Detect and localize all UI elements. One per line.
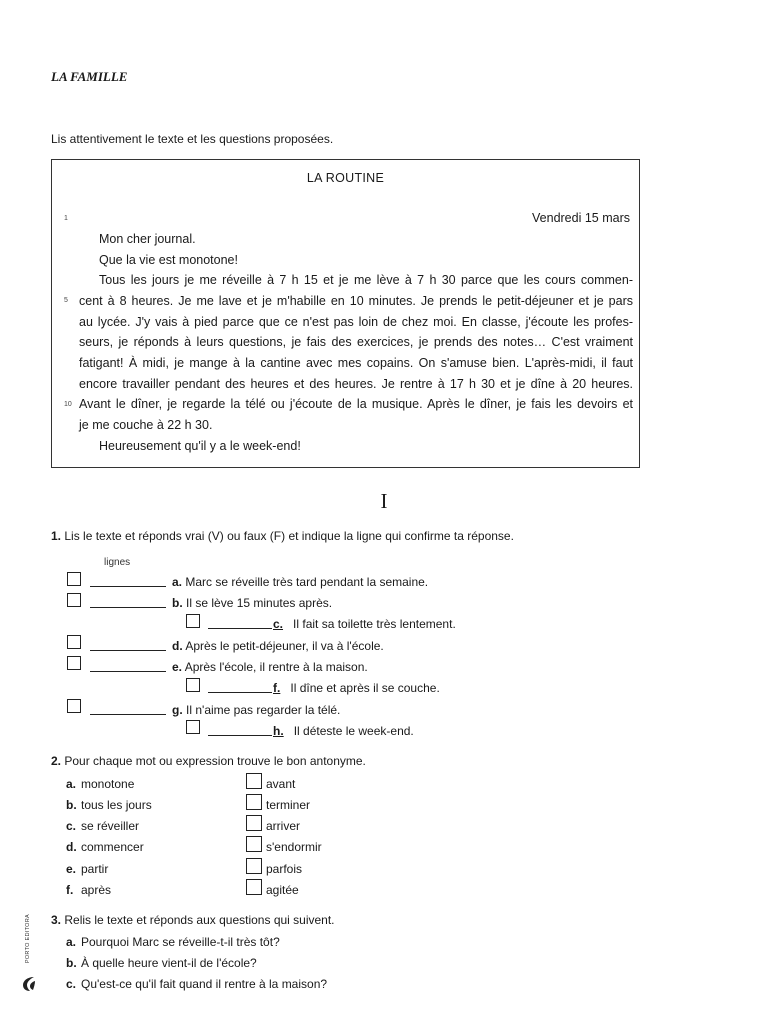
antonym-option: s'endormir bbox=[266, 840, 322, 854]
text-line: Avant le dîner, je regarde la télé ou j'écoute de la musique. Après le dîner, je fais les devoirs et bbox=[79, 397, 633, 411]
antonym-word bbox=[66, 840, 144, 854]
item-text: Il déteste le week-end. bbox=[293, 724, 414, 738]
antonym-checkbox[interactable] bbox=[246, 858, 262, 874]
item-letter: e. bbox=[66, 862, 77, 876]
true-false-checkbox[interactable] bbox=[67, 635, 81, 649]
line-answer-blank[interactable] bbox=[208, 692, 272, 693]
true-false-checkbox[interactable] bbox=[186, 678, 200, 692]
q1-item bbox=[172, 575, 428, 589]
antonym-word bbox=[66, 777, 134, 791]
question-text: Pour chaque mot ou expression trouve le bon antonyme. bbox=[64, 754, 366, 768]
word-text: partir bbox=[81, 862, 109, 876]
publisher-logo-icon bbox=[22, 976, 36, 992]
question-1-prompt bbox=[51, 529, 514, 543]
item-text: Il fait sa toilette très lentement. bbox=[293, 617, 456, 631]
section-number: I bbox=[380, 489, 388, 513]
antonym-option: arriver bbox=[266, 819, 301, 833]
question-3-prompt bbox=[51, 913, 335, 927]
text-line: Tous les jours je me réveille à 7 h 15 et je me lève à 7 h 30 parce que les cours commen- bbox=[99, 273, 633, 287]
page-title: LA FAMILLE bbox=[51, 69, 128, 84]
text-line: fatigant! À midi, je mange à la cantine avec mes copains. On s'amuse bien. L'après-midi, il faut bbox=[79, 356, 633, 370]
antonym-checkbox[interactable] bbox=[246, 794, 262, 810]
q1-item bbox=[172, 660, 368, 674]
word-text: tous les jours bbox=[81, 798, 152, 812]
antonym-checkbox[interactable] bbox=[246, 815, 262, 831]
antonym-word bbox=[66, 883, 111, 897]
line-answer-blank[interactable] bbox=[208, 735, 272, 736]
true-false-checkbox[interactable] bbox=[186, 614, 200, 628]
item-letter: c. bbox=[66, 819, 77, 833]
item-text: Qu'est-ce qu'il fait quand il rentre à la maison? bbox=[81, 977, 328, 991]
antonym-checkbox[interactable] bbox=[246, 836, 262, 852]
line-answer-blank[interactable] bbox=[90, 671, 166, 672]
item-letter: c. bbox=[273, 617, 284, 631]
item-letter: f. bbox=[66, 883, 74, 897]
line-answer-blank[interactable] bbox=[90, 586, 166, 587]
item-letter: a. bbox=[172, 575, 183, 589]
item-text: Marc se réveille très tard pendant la semaine. bbox=[185, 575, 429, 589]
question-2-prompt bbox=[51, 754, 366, 768]
true-false-checkbox[interactable] bbox=[67, 593, 81, 607]
q1-item bbox=[172, 639, 384, 653]
text-line: encore travailler pendant des heures et des heures. Je rentre à 17 h 30 et je dîne à 20 heures. bbox=[79, 377, 633, 391]
item-letter: d. bbox=[66, 840, 77, 854]
word-text: se réveiller bbox=[81, 819, 140, 833]
question-number: 3. bbox=[51, 913, 62, 927]
q1-item bbox=[172, 703, 340, 717]
item-text: Après le petit-déjeuner, il va à l'école. bbox=[185, 639, 384, 653]
antonym-option: parfois bbox=[266, 862, 303, 876]
line-number: 5 bbox=[64, 297, 68, 304]
question-text: Relis le texte et réponds aux questions qui suivent. bbox=[64, 913, 335, 927]
item-letter: e. bbox=[172, 660, 183, 674]
true-false-checkbox[interactable] bbox=[67, 656, 81, 670]
item-letter: c. bbox=[66, 977, 77, 991]
publisher-name: PORTO EDITORA bbox=[25, 914, 31, 964]
word-text: monotone bbox=[81, 777, 135, 791]
reading-text-box bbox=[51, 159, 640, 468]
question-text: Lis le texte et réponds vrai (V) ou faux (F) et indique la ligne qui confirme ta réponse. bbox=[64, 529, 514, 543]
line-number: 10 bbox=[64, 401, 72, 408]
q1-item bbox=[273, 724, 414, 738]
item-letter: b. bbox=[66, 798, 77, 812]
line-number: 1 bbox=[64, 215, 68, 222]
q3-item bbox=[66, 977, 327, 991]
text-line: seurs, je réponds à leurs questions, je fais des exercices, je prends des notes… C'est vraiment bbox=[79, 335, 633, 349]
item-text: Après l'école, il rentre à la maison. bbox=[184, 660, 368, 674]
reading-title: LA ROUTINE bbox=[306, 171, 385, 185]
diary-date: Vendredi 15 mars bbox=[532, 211, 630, 225]
text-line: au lycée. J'y vais à pied parce que ce n'est pas loin de chez moi. En classe, j'écoute les profes- bbox=[79, 315, 633, 329]
antonym-word bbox=[66, 819, 139, 833]
antonym-option: agitée bbox=[266, 883, 299, 897]
item-text: À quelle heure vient-il de l'école? bbox=[81, 956, 257, 970]
true-false-checkbox[interactable] bbox=[186, 720, 200, 734]
item-text: Pourquoi Marc se réveille-t-il très tôt? bbox=[81, 935, 280, 949]
antonym-word bbox=[66, 862, 108, 876]
text-line: cent à 8 heures. Je me lave et je m'habille en 10 minutes. Je prends le petit-déjeuner et je pars bbox=[79, 294, 633, 308]
line-answer-blank[interactable] bbox=[90, 714, 166, 715]
q1-item bbox=[273, 617, 456, 631]
publisher-mark bbox=[21, 914, 41, 994]
question-number: 1. bbox=[51, 529, 62, 543]
item-text: Il se lève 15 minutes après. bbox=[186, 596, 333, 610]
lignes-label: lignes bbox=[104, 557, 131, 568]
word-text: après bbox=[81, 883, 112, 897]
item-letter: h. bbox=[273, 724, 284, 738]
antonym-option: avant bbox=[266, 777, 296, 791]
q1-item bbox=[172, 596, 332, 610]
item-letter: d. bbox=[172, 639, 183, 653]
text-line: Que la vie est monotone! bbox=[99, 253, 238, 267]
word-text: commencer bbox=[81, 840, 144, 854]
q3-item bbox=[66, 935, 280, 949]
text-line: je me couche à 22 h 30. bbox=[79, 418, 213, 432]
instruction-text: Lis attentivement le texte et les questions proposées. bbox=[51, 132, 334, 146]
item-letter: a. bbox=[66, 777, 77, 791]
text-line: Mon cher journal. bbox=[99, 232, 196, 246]
antonym-checkbox[interactable] bbox=[246, 773, 262, 789]
antonym-option: terminer bbox=[266, 798, 311, 812]
q1-item bbox=[273, 681, 440, 695]
item-letter: a. bbox=[66, 935, 77, 949]
text-line: Heureusement qu'il y a le week-end! bbox=[99, 439, 301, 453]
antonym-word bbox=[66, 798, 152, 812]
antonym-checkbox[interactable] bbox=[246, 879, 262, 895]
item-letter: b. bbox=[66, 956, 77, 970]
item-text: Il n'aime pas regarder la télé. bbox=[186, 703, 341, 717]
line-answer-blank[interactable] bbox=[90, 607, 166, 608]
true-false-checkbox[interactable] bbox=[67, 572, 81, 586]
line-answer-blank[interactable] bbox=[208, 628, 272, 629]
true-false-checkbox[interactable] bbox=[67, 699, 81, 713]
item-letter: g. bbox=[172, 703, 183, 717]
line-answer-blank[interactable] bbox=[90, 650, 166, 651]
item-letter: f. bbox=[273, 681, 281, 695]
item-letter: b. bbox=[172, 596, 183, 610]
q3-item bbox=[66, 956, 257, 970]
item-text: Il dîne et après il se couche. bbox=[290, 681, 440, 695]
question-number: 2. bbox=[51, 754, 62, 768]
